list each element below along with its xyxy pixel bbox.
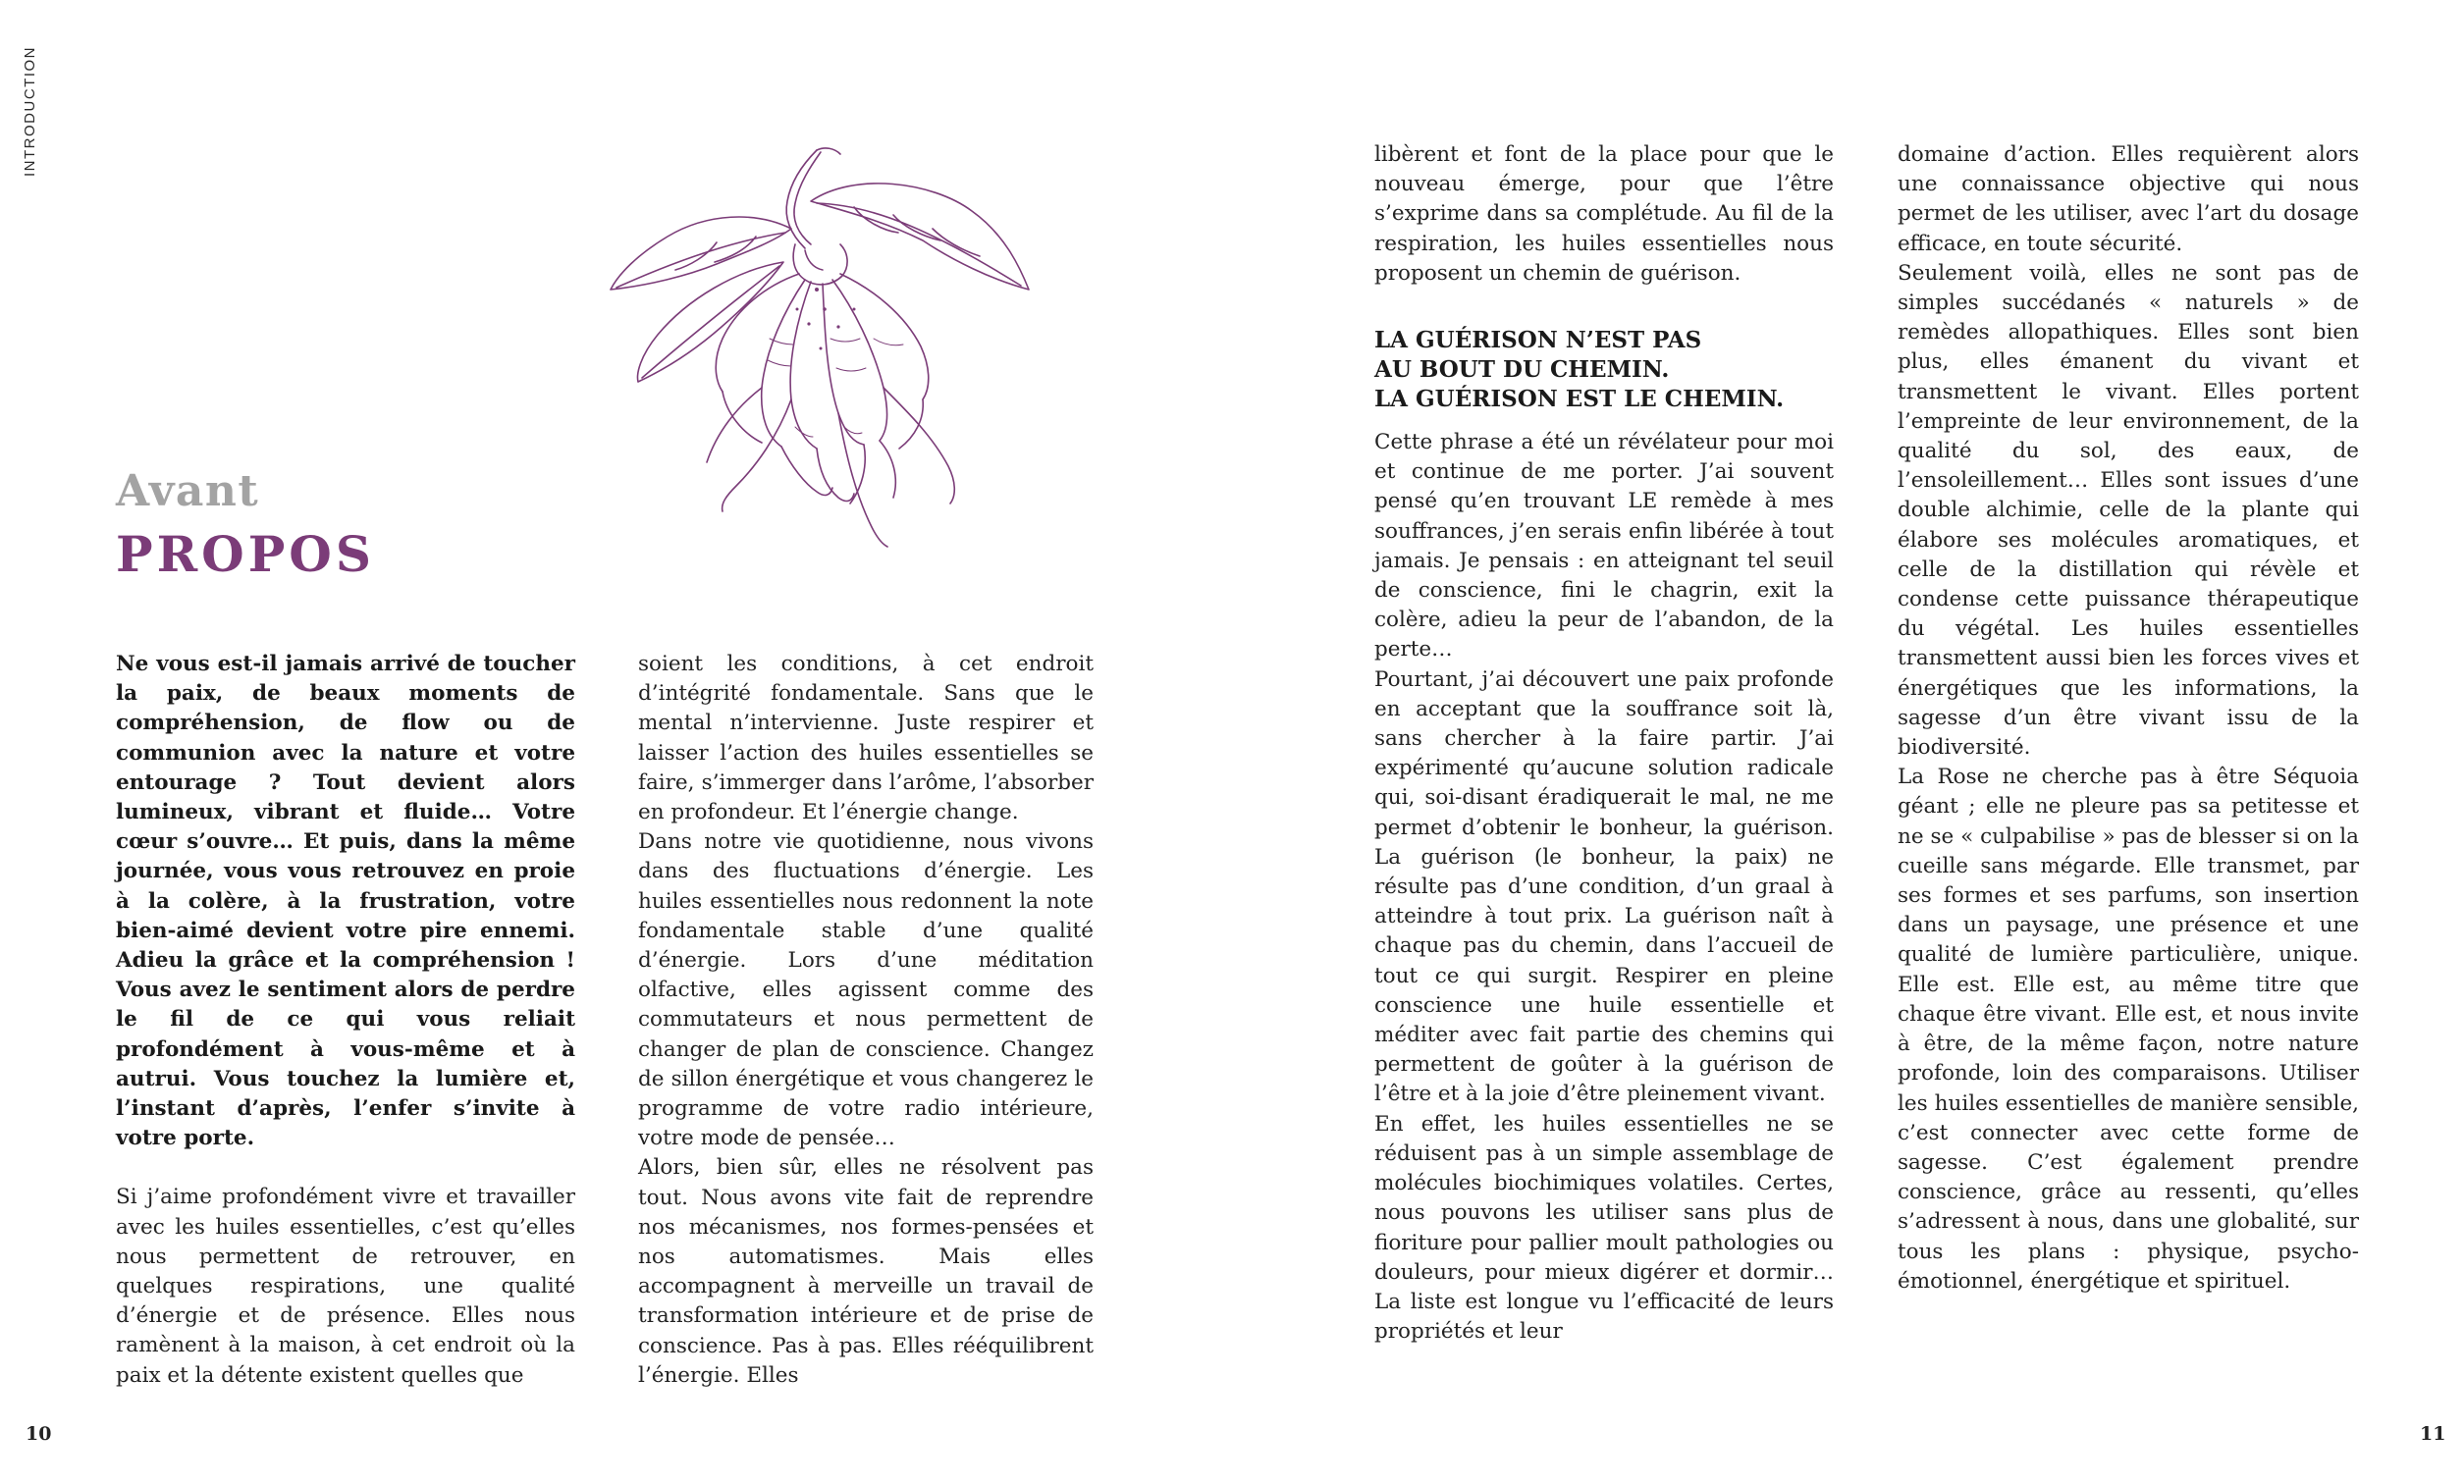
title-block (116, 461, 375, 587)
paragraph: Pourtant, j’ai découvert une paix profonde en acceptant que la souffrance soit là, sans chercher à la faire partir. J’ai expérimenté qu’aucune solution radicale qui, soi-disant éradiquerait le mal, ne me permet d’obtenir le bonheur, la guérison. La guérison (le bonheur, la paix) ne résulte pas d’une condition, d’un graal à atteindre à tout prix. La guérison naît à chaque pas du chemin, dans l’accueil de tout ce qui surgit. Respirer en pleine conscience une huile essentielle et méditer avec fait partie des chemins qui permettent de goûter à la guérison de l’être et à la joie d’être pleinement vivant. (1374, 666, 1834, 1107)
heading-line: LA GUÉRISON N’EST PAS (1374, 327, 1702, 354)
paragraph: En effet, les huiles essentielles ne se réduisent pas à un simple assemblage de molécules biochimiques volatiles. Certes, nous pouvons les utiliser sans plus de fioriture pour pallier moult pathologies ou douleurs, pour mieux digérer et dormir… La liste est longue vu l’efficacité de leurs propriétés et leur (1374, 1111, 1834, 1345)
column-1 (116, 650, 575, 1391)
paragraph: Alors, bien sûr, elles ne résolvent pas tout. Nous avons vite fait de reprendre nos mécanismes, nos formes-pensées et nos automatismes. Mais elles accompagnent à merveille un travail de transformation intérieure et de prise de conscience. Pas à pas. Elles rééquilibrent l’énergie. Elles (638, 1155, 1094, 1388)
heading-line: LA GUÉRISON EST LE CHEMIN. (1374, 386, 1785, 413)
column-4 (1898, 140, 2359, 1297)
paragraph: Dans notre vie quotidienne, nous vivons dans des fluctuations d’énergie. Les huiles essentielles nous redonnent la note fondamentale stable d’une qualité d’énergie. Lors d’une méditation olfactive, elles agissent comme des commutateurs et nous permettent de changer de plan de conscience. Changez de sillon énergétique et vous changerez le programme de votre radio intérieure, votre mode de pensée… (638, 829, 1094, 1151)
column-2 (638, 650, 1094, 1391)
paragraph: domaine d’action. Elles requièrent alors une connaissance objective qui nous permet de les utiliser, avec l’art du dosage efficace, en toute sécurité. (1898, 142, 2359, 256)
paragraph: Cette phrase a été un révélateur pour moi et continue de me porter. J’ai souvent pensé qu’en trouvant LE remède à mes souffrances, j’en serais enfin libérée à tout jamais. Je pensais : en atteignant tel seuil de conscience, fini le chagrin, exit la colère, adieu la peur de l’abandon, de la perte… (1374, 430, 1834, 662)
paragraph: La Rose ne cherche pas à être Séquoia géant ; elle ne pleure pas sa petitesse et ne se « culpabilise » pas de blesser si on la cueille sans mégarde. Elle transmet, par ses formes et ses parfums, son insertion dans un paysage, une présence et une qualité de lumière particulière, unique. Elle est. Elle est, au même titre que chaque être vivant. Elle est, et nous invite à être, de la même façon, notre nature profonde, loin des comparaisons. Utiliser les huiles essentielles de manière sensible, c’est connecter avec cette forme de sagesse. C’est également prendre conscience, grâce au ressenti, qu’elles s’adressent à nous, dans une globalité, sur tous les plans : physique, psycho-émotionnel, énergétique et spirituel. (1898, 765, 2359, 1294)
title-main: PROPOS (116, 525, 375, 583)
paragraph: Seulement voilà, elles ne sont pas de simples succédanés « naturels » de remèdes allopathiques. Elles sont bien plus, elles émanent du vivant et transmettent le vivant. Elles portent l’empreinte de leur environnement, de la qualité du sol, des eaux, de l’ensoleillement… Elles sont issues d’une double alchimie, celle de la plante qui élabore ses molécules aromatiques, et celle de la distillation qui révèle et condense cette puissance thérapeutique du végétal. Les huiles essentielles transmettent aussi bien les forces vives et énergétiques que les informations, la sagesse d’un être vivant issu de la biodiversité. (1898, 260, 2359, 761)
heading-line: AU BOUT DU CHEMIN. (1374, 356, 1670, 384)
paragraph: Si j’aime profondément vivre et travailler avec les huiles essentielles, c’est qu’elles nous permettent de retrouver, en quelques respirations, une qualité d’énergie et de présence. Elles nous ramènent à la maison, à cet endroit où la paix et la détente existent quelles que (116, 1185, 575, 1388)
title-pre: Avant (116, 466, 260, 516)
paragraph: soient les conditions, à cet endroit d’intégrité fondamentale. Sans que le mental n’intervienne. Juste respirer et laisser l’action des huiles essentielles se faire, s’immerger dans l’arôme, l’absorber en profondeur. Et l’énergie change. (638, 652, 1094, 825)
flower-drawing-icon (560, 142, 1090, 574)
paragraph: libèrent et font de la place pour que le nouveau émerge, pour que l’être s’exprime dans sa complétude. Au fil de la respiration, les huiles essentielles nous proposent un chemin de guérison. (1374, 142, 1834, 286)
lead-paragraph: Ne vous est-il jamais arrivé de toucher la paix, de beaux moments de compréhension, de flow ou de communion avec la nature et votre entourage ? Tout devient alors lumineux, vibrant et fluide… Votre cœur s’ouvre… Et puis, dans la même journée, vous vous retrouvez en proie à la colère, à la frustration, votre bien-aimé devient votre pire ennemi. Adieu la grâce et la compréhension ! Vous avez le sentiment alors de perdre le fil de ce qui vous reliait profondément à vous-même et à autrui. Vous touchez la lumière et, l’instant d’après, l’enfer s’invite à votre porte. (116, 652, 575, 1151)
page-number-left: 10 (26, 1423, 52, 1445)
column-3 (1374, 140, 1834, 1347)
page-number-right: 11 (2420, 1423, 2446, 1445)
section-heading (1374, 326, 1834, 414)
running-head: INTRODUCTION (22, 46, 38, 177)
